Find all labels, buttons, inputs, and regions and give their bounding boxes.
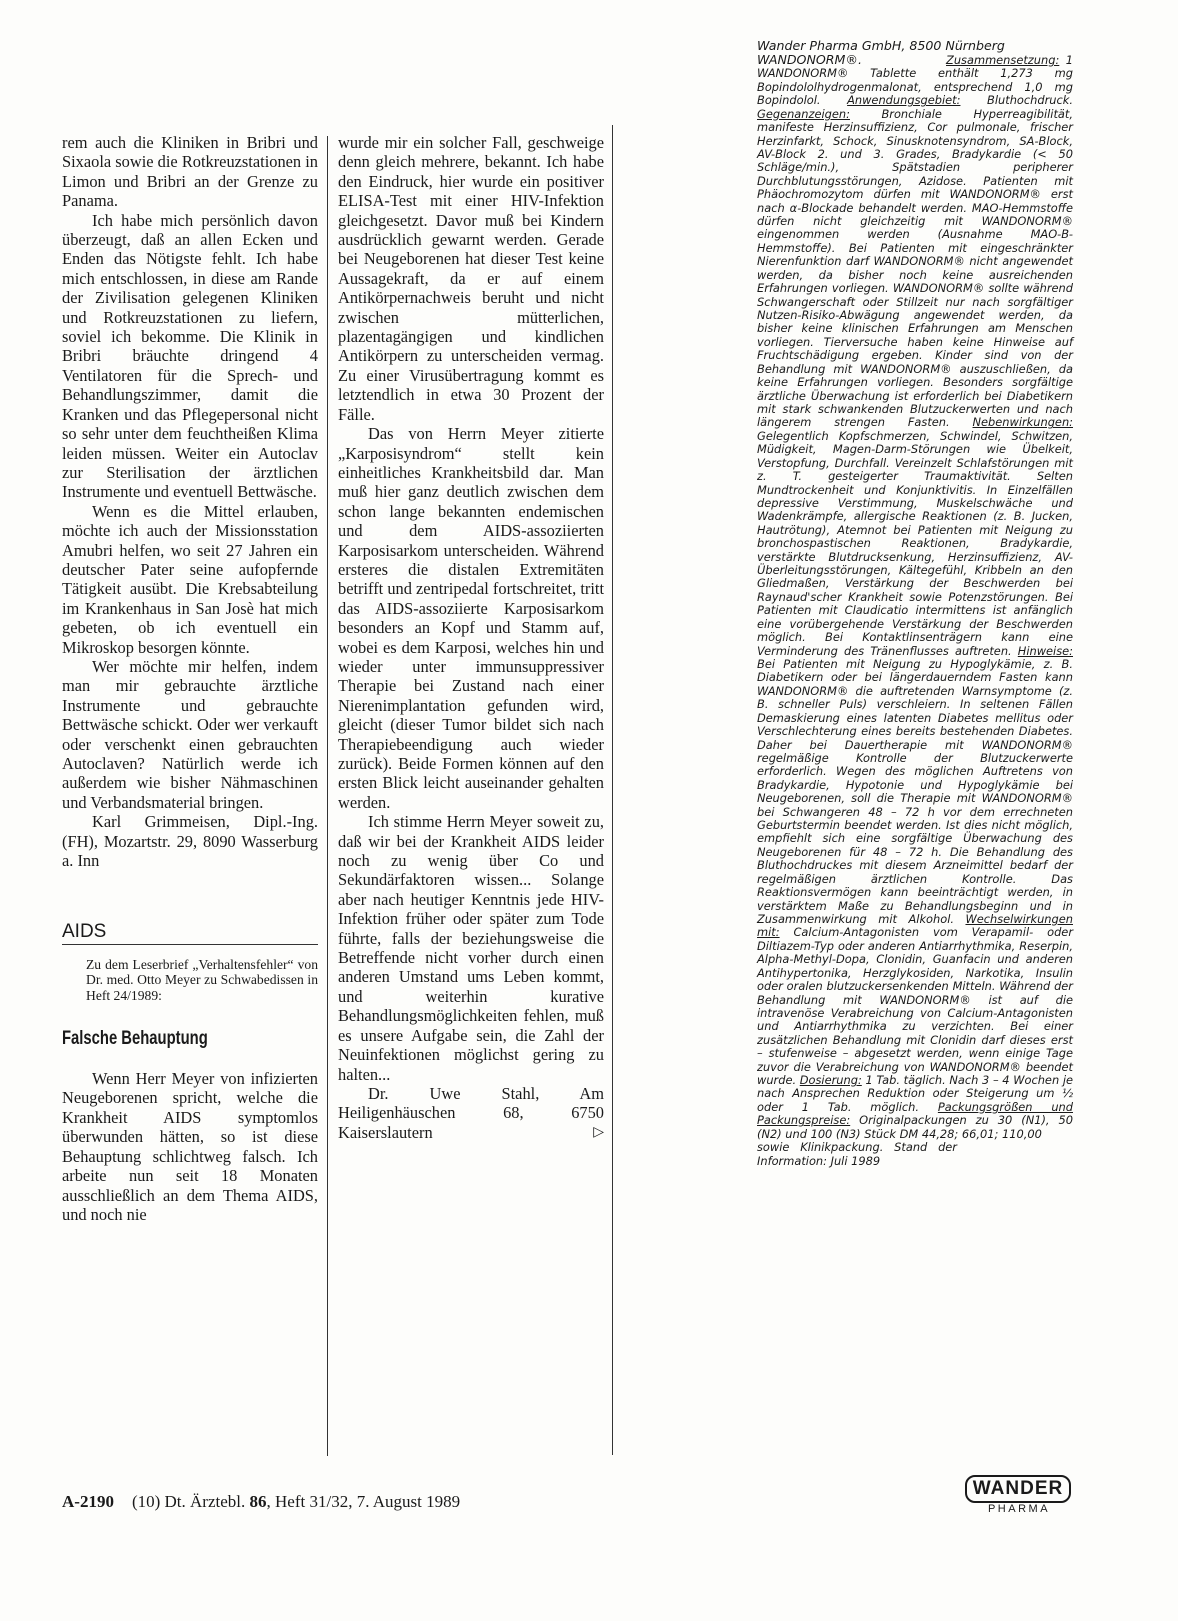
section-title: AIDS [62,922,318,944]
ad-text-packaging: Originalpackungen zu 30 (N1), 50 (N2) und 100 (N3) Stück DM 44,28; 66,01; 110,00 [757,1113,1073,1141]
letter-paragraph: Wenn Herr Meyer von infizierten Neugeborenen spricht, welche die Krankheit AIDS symptomlos überwunden hätten, so ist diese Behauptung schlichtweg falsch. Ich arbeite nun seit 18 Monaten ausschließlich an dem Thema AIDS, und noch nie [62,1069,318,1224]
letter-paragraph: wurde mir ein solcher Fall, geschweige denn gleich mehrere, bekannt. Ich habe den Eindruck, hier wurde ein positiver ELISA-Test mit einer HIV-Infektion gleichgesetzt. Davor muß bei Kindern ausdrücklich gewarnt werden. Gerade bei Neugeborenen hat dieser Test keine Aussagekraft, da er auf einem Antikörpernachweis beruht und nicht zwischen mütterlichen, plazentagängigen und kindlichen Antikörpern zu unterscheiden vermag. Zu einer Virusübertragung kommt es letztendlich in etwa 30 Prozent der Fälle. [338,133,604,424]
ad-text-indication: Bluthochdruck. [960,93,1073,108]
letter-paragraph: Das von Herrn Meyer zitierte „Karposisyndrom“ stellt kein einheitliches Krankheitsbild dar. Man muß hier ganz deutlich zwischen dem schon lange bekannten endemischen und dem AIDS-assoziierten Karposisarkom unterscheiden. Während ersteres die distalen Extremitäten betrifft und zentripedal fortschreitet, tritt das AIDS-assoziierte Karposisarkom besonders an Kopf und Stamm auf, wobei es dem Karposi, welches hin und wieder unter immunsuppressiver Therapie bei Zustand nach einer Nierenimplantation gefunden wird, gleicht (dieser Tumor bildet sich nach Therapiebeendigung auch wieder zurück). Beide Formen können auf den ersten Blick leicht auseinander gehalten werden. [338,424,604,812]
ad-label-indication: Anwendungsgebiet: [847,93,961,108]
ad-text-contraindications: Bronchiale Hyperreagibilität, manifeste Herzinsuffizienz, Cor pulmonale, frischer Herzinfarkt, Schock, Sinusknotensyndrom, SA-Block, AV-Block 2. und 3. Grades, Bradykardie (< 50 Schläge/min.), Spätstadien peripherer Durchblutungsstörungen, Azidose. Patienten mit Phäochromozytom dürfen mit WANDONORM® erst nach α-Blockade behandelt werden. MAO-Hemmstoffe dürfen nicht gleichzeitig mit WANDONORM® eingenommen werden (Ausnahme MAO-B-Hemmstoffe). Bei Patienten mit eingeschränkter Nierenfunktion darf WANDONORM® nicht angewendet werden, da bisher noch keine ausreichenden Erfahrungen vorliegen. WANDONORM® sollte während Schwangerschaft oder Stillzeit nur nach sorgfältiger Nutzen-Risiko-Abwägung angewendet werden, da bisher keine klinischen Erfahrungen am Menschen vorliegen. Tierversuche haben keine Hinweise auf Fruchtschädigung ergeben. Kinder sind von der Behandlung mit WANDONORM® auszuschließen, da keine Erfahrungen vorliegen. Besonders sorgfältige ärztliche Überwachung ist erforderlich bei Diabetikern mit stark schwankenden Blutzuckerwerten und nach längerem strengen Fasten. [757,106,1073,430]
signature-text: Dr. Uwe Stahl, Am Heiligenhäuschen 68, 6750 Kaiserslautern [338,1083,604,1142]
text-column-left [62,133,318,1224]
logo-subtitle: PHARMA [987,1503,1051,1515]
column-divider [327,136,328,1456]
ad-company: Wander Pharma GmbH, 8500 Nürnberg [757,38,1005,53]
ad-info-date: sowie Klinikpackung. Stand der Information: Juli 1989 [757,1140,957,1168]
wander-pharma-logo [965,1475,1073,1523]
letter-paragraph: Ich stimme Herrn Meyer soweit zu, daß wir bei der Krankheit AIDS leider noch zu wenig über Co und Sekundärfaktoren wissen... Solange aber nach heutiger Kenntnis jede HIV-Infektion früher oder später zum Tode führte, falls der beziehungsweise die Betreffende nicht vorher durch einen anderen Umstand ums Leben kommt, und weiterhin kurative Behandlungsmöglichkeiten fehlen, muß es unsere Aufgabe sein, die Zahl der Neuinfektionen möglichst gering zu halten... [338,812,604,1084]
ad-label-composition: Zusammensetzung: [946,53,1060,67]
ad-text-composition: 1 WANDONORM® Tablette enthält 1,273 mg Bopindololhydrogenmalonat, entsprechend 1,0 mg Bopindolol. [757,53,1074,108]
letter-signature [338,1084,604,1142]
ad-product-name: WANDONORM®. [757,52,863,67]
journal-name: (10) Dt. Ärztebl. [131,1492,246,1511]
column-divider [612,125,613,1455]
issue-date: , Heft 31/32, 7. August 1989 [266,1492,461,1511]
journal-volume: 86 [249,1492,267,1511]
page-footer [62,1492,460,1512]
letter-headline: Falsche Behauptung [62,1028,208,1050]
ad-text-interactions: Calcium-Antagonisten vom Verapamil- oder Diltiazem-Typ oder anderen Antiarrhythmika, Reserpin, Alpha-Methyl-Dopa, Clonidin, Guanfacin und anderen Antihypertonika, Herzglykosiden, Narkotika, Insulin oder oralen blutzuckersenkenden Mitteln. Während der Behandlung mit WANDONORM® ist auf die intravenöse Verabreichung von Calcium-Antagonisten und Antiarrhythmika zu verzichten. Bei einer zusätzlichen Behandlung mit Clonidin darf dieses erst – stufenweise – abgesetzt werden, wenn einige Tage zuvor die Verabreichung von WANDONORM® beendet wurde. [757,925,1073,1088]
ad-label-dosage: Dosierung: [799,1073,862,1088]
ad-label-interactions: Wechselwirkungen mit: [757,912,1073,940]
ad-text-dosage: 1 Tab. täglich. Nach 3 – 4 Wochen je nach Ansprechen Reduktion oder Steigerung um ½ oder 1 Tab. möglich. [757,1073,1073,1114]
letter-signature: Karl Grimmeisen, Dipl.-Ing. (FH), Mozartstr. 29, 8090 Wasserburg a. Inn [62,812,318,871]
letter-paragraph: Wer möchte mir helfen, indem man mir gebrauchte ärztliche Instrumente und gebrauchte Bettwäsche schickt. Oder wer verkauft oder verschenkt einen gebrauchten Autoclaven? Natürlich werde ich außerdem wie bisher Nähmaschinen und Verbandsmaterial bringen. [62,656,318,812]
ad-label-side-effects: Nebenwirkungen: [972,415,1073,430]
ad-label-packaging: Packungsgrößen und Packungspreise: [757,1099,1073,1128]
ad-label-contraindications: Gegenanzeigen: [757,106,850,121]
ad-spacer [869,53,940,67]
letter-paragraph: rem auch die Kliniken in Bribri und Sixaola sowie die Rotkreuzstationen in Limon und Bribri an der Grenze zu Panama. [62,133,318,211]
page-number: A-2190 [62,1492,114,1511]
continue-arrow-icon: ▷ [593,1123,604,1140]
letter-paragraph: Ich habe mich persönlich davon überzeugt, daß an allen Ecken und Enden das Nötigste fehlt. Ich habe mich entschlossen, in diese am Rande der Zivilisation gelegenen Kliniken und Rotkreuzstationen zu liefern, soviel ich bekomme. Die Klinik in Bribri bräuchte dringend 4 Ventilatoren für die Sprech- und Behandlungszimmer, damit die Kranken und das Pflegepersonal nicht so sehr unter dem feuchtheißen Klima leiden müssen. Weiter ein Autoclav zur Sterilisation der ärztlichen Instrumente und eventuell Bettwäsche. [62,210,318,502]
letter-intro: Zu dem Leserbrief „Verhaltensfehler“ von Dr. med. Otto Meyer zu Schwabedissen in Heft 24/1989: [86,956,318,1003]
ad-text-side-effects: Gelegentlich Kopfschmerzen, Schwindel, Schwitzen, Müdigkeit, Magen-Darm-Störungen wie Übelkeit, Verstopfung, Durchfall. Vereinzelt Schlafstörungen mit z. T. gesteigerter Traumaktivität. Selten Mundtrockenheit und Konjunktivitis. In Einzelfällen depressive Verstimmung, Muskelschwäche und Wadenkrämpfe, allergische Reaktionen (z. B. Jucken, Hautrötung), Atemnot bei Patienten mit Neigung zu bronchospastischen Reaktionen, Bradykardie, verstärkte Blutdrucksenkung, Herzinsuffizienz, AV-Überleitungsstörungen, Kältegefühl, Kribbeln an den Gliedmaßen, Verstärkung der Beschwerden bei Raynaud'scher Krankheit sowie Potenzstörungen. Bei Patienten mit Claudicatio intermittens ist anfänglich eine vorübergehende Verstärkung der Beschwerden möglich. Bei Kontaktlinsenträgern kann eine Verminderung des Tränenflusses auftreten. [757,428,1073,658]
letter-paragraph: Wenn es die Mittel erlauben, möchte ich auch der Missionsstation Amubri helfen, wo seit 27 Jahren ein deutscher Pater seine aufopfernde Tätigkeit ausübt. Die Krebsabteilung im Krankenhaus in San Josè hat mich gebeten, ob ich eventuell ein Mikroskop besorgen könnte. [62,501,318,657]
drug-advertisement-text [757,38,1073,1168]
text-column-middle [338,133,604,1142]
ad-label-notes: Hinweise: [1017,643,1073,658]
logo-wordmark: WANDER [965,1475,1071,1503]
ad-text-notes: Bei Patienten mit Neigung zu Hypoglykämie, z. B. Diabetikern oder bei längerdauerndem Fasten kann WANDONORM® die auftretenden Warnsymptome (z. B. schneller Puls) verschleiern. In seltenen Fällen Demaskierung eines latenten Diabetes mellitus oder Verschlechterung eines bereits bestehenden Diabetes. Daher bei Dauertherapie mit WANDONORM® regelmäßige Kontrolle der Blutzuckerwerte erforderlich. Wegen des möglichen Auftretens von Bradykardie, Hypotonie und Hypoglykämie bei Neugeborenen, soll die Therapie mit WANDONORM® bei Schwangeren 48 – 72 h vor dem errechneten Geburtstermin beendet werden. Ist dies nicht möglich, empfiehlt sich eine sorgfältige Überwachung des Neugeborenen für 48 – 72 h. Die Behandlung des Bluthochdruckes mit diesem Arzneimittel bedarf der regelmäßigen ärztlichen Kontrolle. Das Reaktionsvermögen kann beeinträchtigt werden, in verstärktem Maße zu Behandlungsbeginn und in Zusammenwirkung mit Alkohol. [757,656,1073,926]
